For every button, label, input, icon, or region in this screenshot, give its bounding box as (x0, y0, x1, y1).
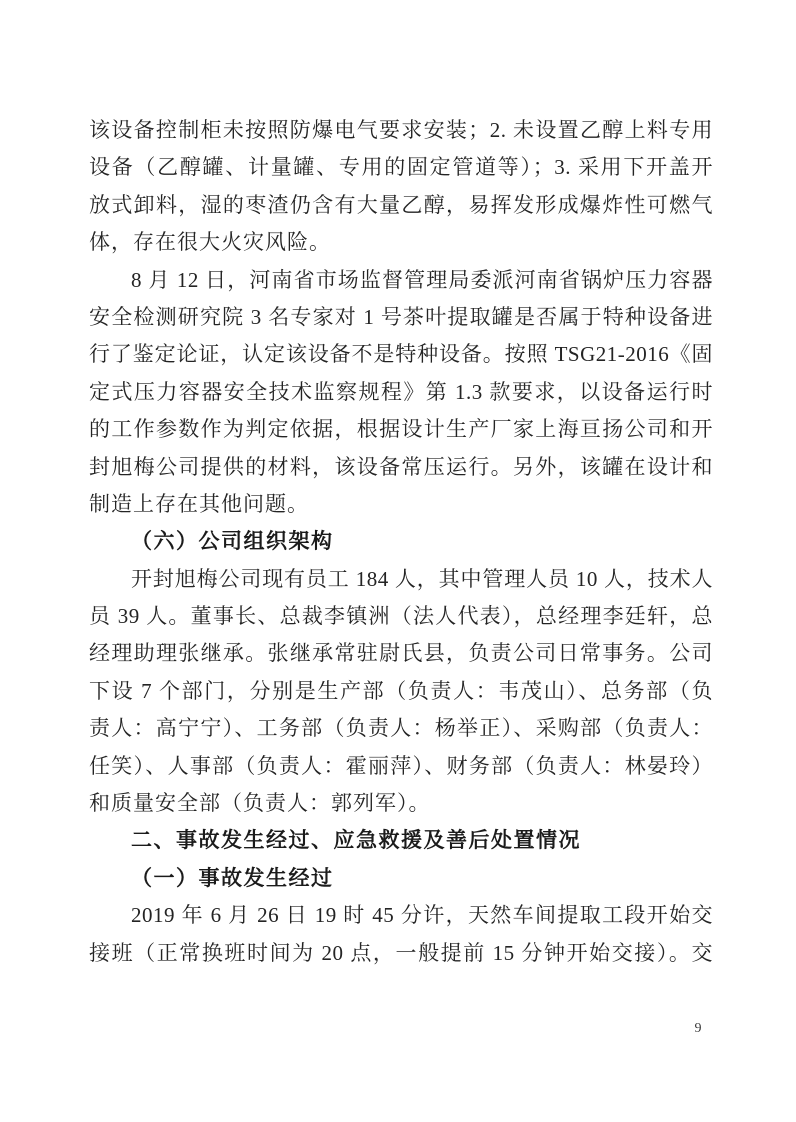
text-line: 该设备控制柜未按照防爆电气要求安装；2. 未设置乙醇上料专用 (89, 118, 713, 142)
text-line: 责人：高宁宁）、工务部（负责人：杨举正）、采购部（负责人： (89, 716, 713, 741)
document-body (89, 112, 713, 972)
text-line: 任笑）、人事部（负责人：霍丽萍）、财务部（负责人：林晏玲） (89, 753, 713, 778)
text-line: 和质量安全部（负责人：郭列军）。 (89, 791, 431, 816)
text-line: 行了鉴定论证，认定该设备不是特种设备。按照 TSG21-2016《固 (89, 342, 713, 367)
section-heading: （六）公司组织架构 (131, 529, 334, 554)
section-heading: 二、事故发生经过、应急救援及善后处置情况 (131, 828, 581, 853)
page-number: 9 (694, 1021, 702, 1036)
text-line: 员 39 人。董事长、总裁李镇洲（法人代表），总经理李廷轩，总 (89, 604, 713, 629)
text-line: 的工作参数作为判定依据，根据设计生产厂家上海亘扬公司和开 (89, 417, 713, 442)
text-line: 开封旭梅公司现有员工 184 人，其中管理人员 10 人，技术人 (131, 566, 713, 591)
text-line: 8 月 12 日，河南省市场监督管理局委派河南省锅炉压力容器 (131, 267, 713, 292)
text-line: 设备（乙醇罐、计量罐、专用的固定管道等）；3. 采用下开盖开 (89, 155, 713, 180)
text-line: 安全检测研究院 3 名专家对 1 号茶叶提取罐是否属于特种设备进 (89, 304, 713, 329)
section-heading: （一）事故发生经过 (131, 865, 334, 890)
text-line: 放式卸料，湿的枣渣仍含有大量乙醇，易挥发形成爆炸性可燃气 (89, 192, 713, 217)
text-line: 体，存在很大火灾风险。 (89, 230, 331, 255)
text-line: 经理助理张继承。张继承常驻尉氏县，负责公司日常事务。公司 (89, 641, 713, 666)
text-line: 接班（正常换班时间为 20 点，一般提前 15 分钟开始交接）。交 (89, 940, 713, 965)
text-line: 2019 年 6 月 26 日 19 时 45 分许，天然车间提取工段开始交 (131, 903, 713, 928)
text-line: 封旭梅公司提供的材料，该设备常压运行。另外，该罐在设计和 (89, 454, 713, 479)
text-line: 下设 7 个部门，分别是生产部（负责人：韦茂山）、总务部（负 (89, 678, 713, 703)
text-line: 制造上存在其他问题。 (89, 491, 309, 516)
text-line: 定式压力容器安全技术监察规程》第 1.3 款要求，以设备运行时 (89, 379, 713, 404)
